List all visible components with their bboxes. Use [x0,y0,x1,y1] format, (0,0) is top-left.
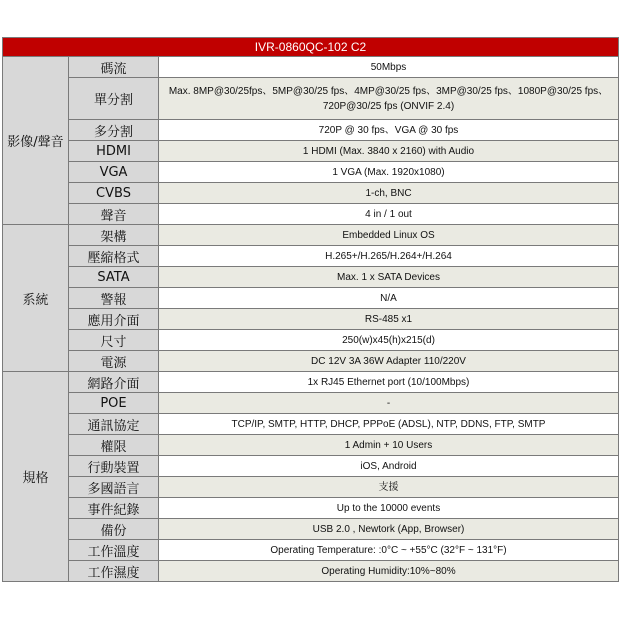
spec-row [3,498,619,519]
spec-value: - [159,393,619,414]
spec-value: H.265+/H.265/H.264+/H.264 [159,246,619,267]
spec-row [3,351,619,372]
spec-label: 工作濕度 [69,561,159,582]
spec-row [3,330,619,351]
spec-value: Operating Temperature: :0°C ~ +55°C (32°F ~ 131°F) [159,540,619,561]
spec-label: SATA [69,267,159,288]
category-label: 影像/聲音 [3,57,69,225]
spec-label: 聲音 [69,204,159,225]
spec-label: 網路介面 [69,372,159,393]
spec-row [3,519,619,540]
spec-value: 支援 [159,477,619,498]
spec-label: 應用介面 [69,309,159,330]
spec-label: 電源 [69,351,159,372]
spec-value: 4 in / 1 out [159,204,619,225]
spec-label: HDMI [69,141,159,162]
spec-row [3,477,619,498]
spec-row [3,204,619,225]
spec-label: 壓縮格式 [69,246,159,267]
spec-value: Max. 1 x SATA Devices [159,267,619,288]
spec-row [3,435,619,456]
spec-row [3,414,619,435]
model-title: IVR-0860QC-102 C2 [3,38,619,57]
spec-label: 單分割 [69,78,159,120]
category-label: 系統 [3,225,69,372]
spec-row [3,225,619,246]
spec-label: 事件紀錄 [69,498,159,519]
spec-label: 通訊協定 [69,414,159,435]
category-label: 規格 [3,372,69,582]
spec-row [3,120,619,141]
spec-value: DC 12V 3A 36W Adapter 110/220V [159,351,619,372]
spec-value: TCP/IP, SMTP, HTTP, DHCP, PPPoE (ADSL), NTP, DDNS, FTP, SMTP [159,414,619,435]
spec-label: CVBS [69,183,159,204]
spec-value: 1 Admin + 10 Users [159,435,619,456]
spec-value: 1 HDMI (Max. 3840 x 2160) with Audio [159,141,619,162]
spec-row [3,540,619,561]
spec-label: VGA [69,162,159,183]
spec-label: 碼流 [69,57,159,78]
spec-label: 多國語言 [69,477,159,498]
spec-row [3,183,619,204]
spec-row [3,57,619,78]
title-row [3,38,619,57]
spec-value: 50Mbps [159,57,619,78]
spec-label: 權限 [69,435,159,456]
spec-value: 1-ch, BNC [159,183,619,204]
spec-row [3,456,619,477]
spec-row [3,162,619,183]
spec-table [2,37,619,582]
spec-value: RS-485 x1 [159,309,619,330]
spec-row [3,309,619,330]
spec-value: 720P @ 30 fps、VGA @ 30 fps [159,120,619,141]
spec-value: N/A [159,288,619,309]
page-clip [0,584,620,620]
spec-row [3,141,619,162]
spec-value: Operating Humidity:10%~80% [159,561,619,582]
spec-value: Up to the 10000 events [159,498,619,519]
spec-value: 1 VGA (Max. 1920x1080) [159,162,619,183]
spec-label: 備份 [69,519,159,540]
spec-value: USB 2.0 , Newtork (App, Browser) [159,519,619,540]
spec-label: 架構 [69,225,159,246]
spec-label: POE [69,393,159,414]
spec-label: 行動裝置 [69,456,159,477]
spec-row [3,267,619,288]
spec-row [3,561,619,582]
spec-value: Max. 8MP@30/25fps、5MP@30/25 fps、4MP@30/25 fps、3MP@30/25 fps、1080P@30/25 fps、720P@30/25 fps (ONVIF 2.4) [159,78,619,120]
spec-value: Embedded Linux OS [159,225,619,246]
spec-row [3,372,619,393]
spec-label: 警報 [69,288,159,309]
spec-value: 1x RJ45 Ethernet port (10/100Mbps) [159,372,619,393]
spec-value: 250(w)x45(h)x215(d) [159,330,619,351]
spec-row [3,246,619,267]
spec-row [3,393,619,414]
spec-row [3,78,619,120]
spec-value: iOS, Android [159,456,619,477]
spec-label: 工作溫度 [69,540,159,561]
spec-row [3,288,619,309]
spec-label: 多分割 [69,120,159,141]
spec-label: 尺寸 [69,330,159,351]
